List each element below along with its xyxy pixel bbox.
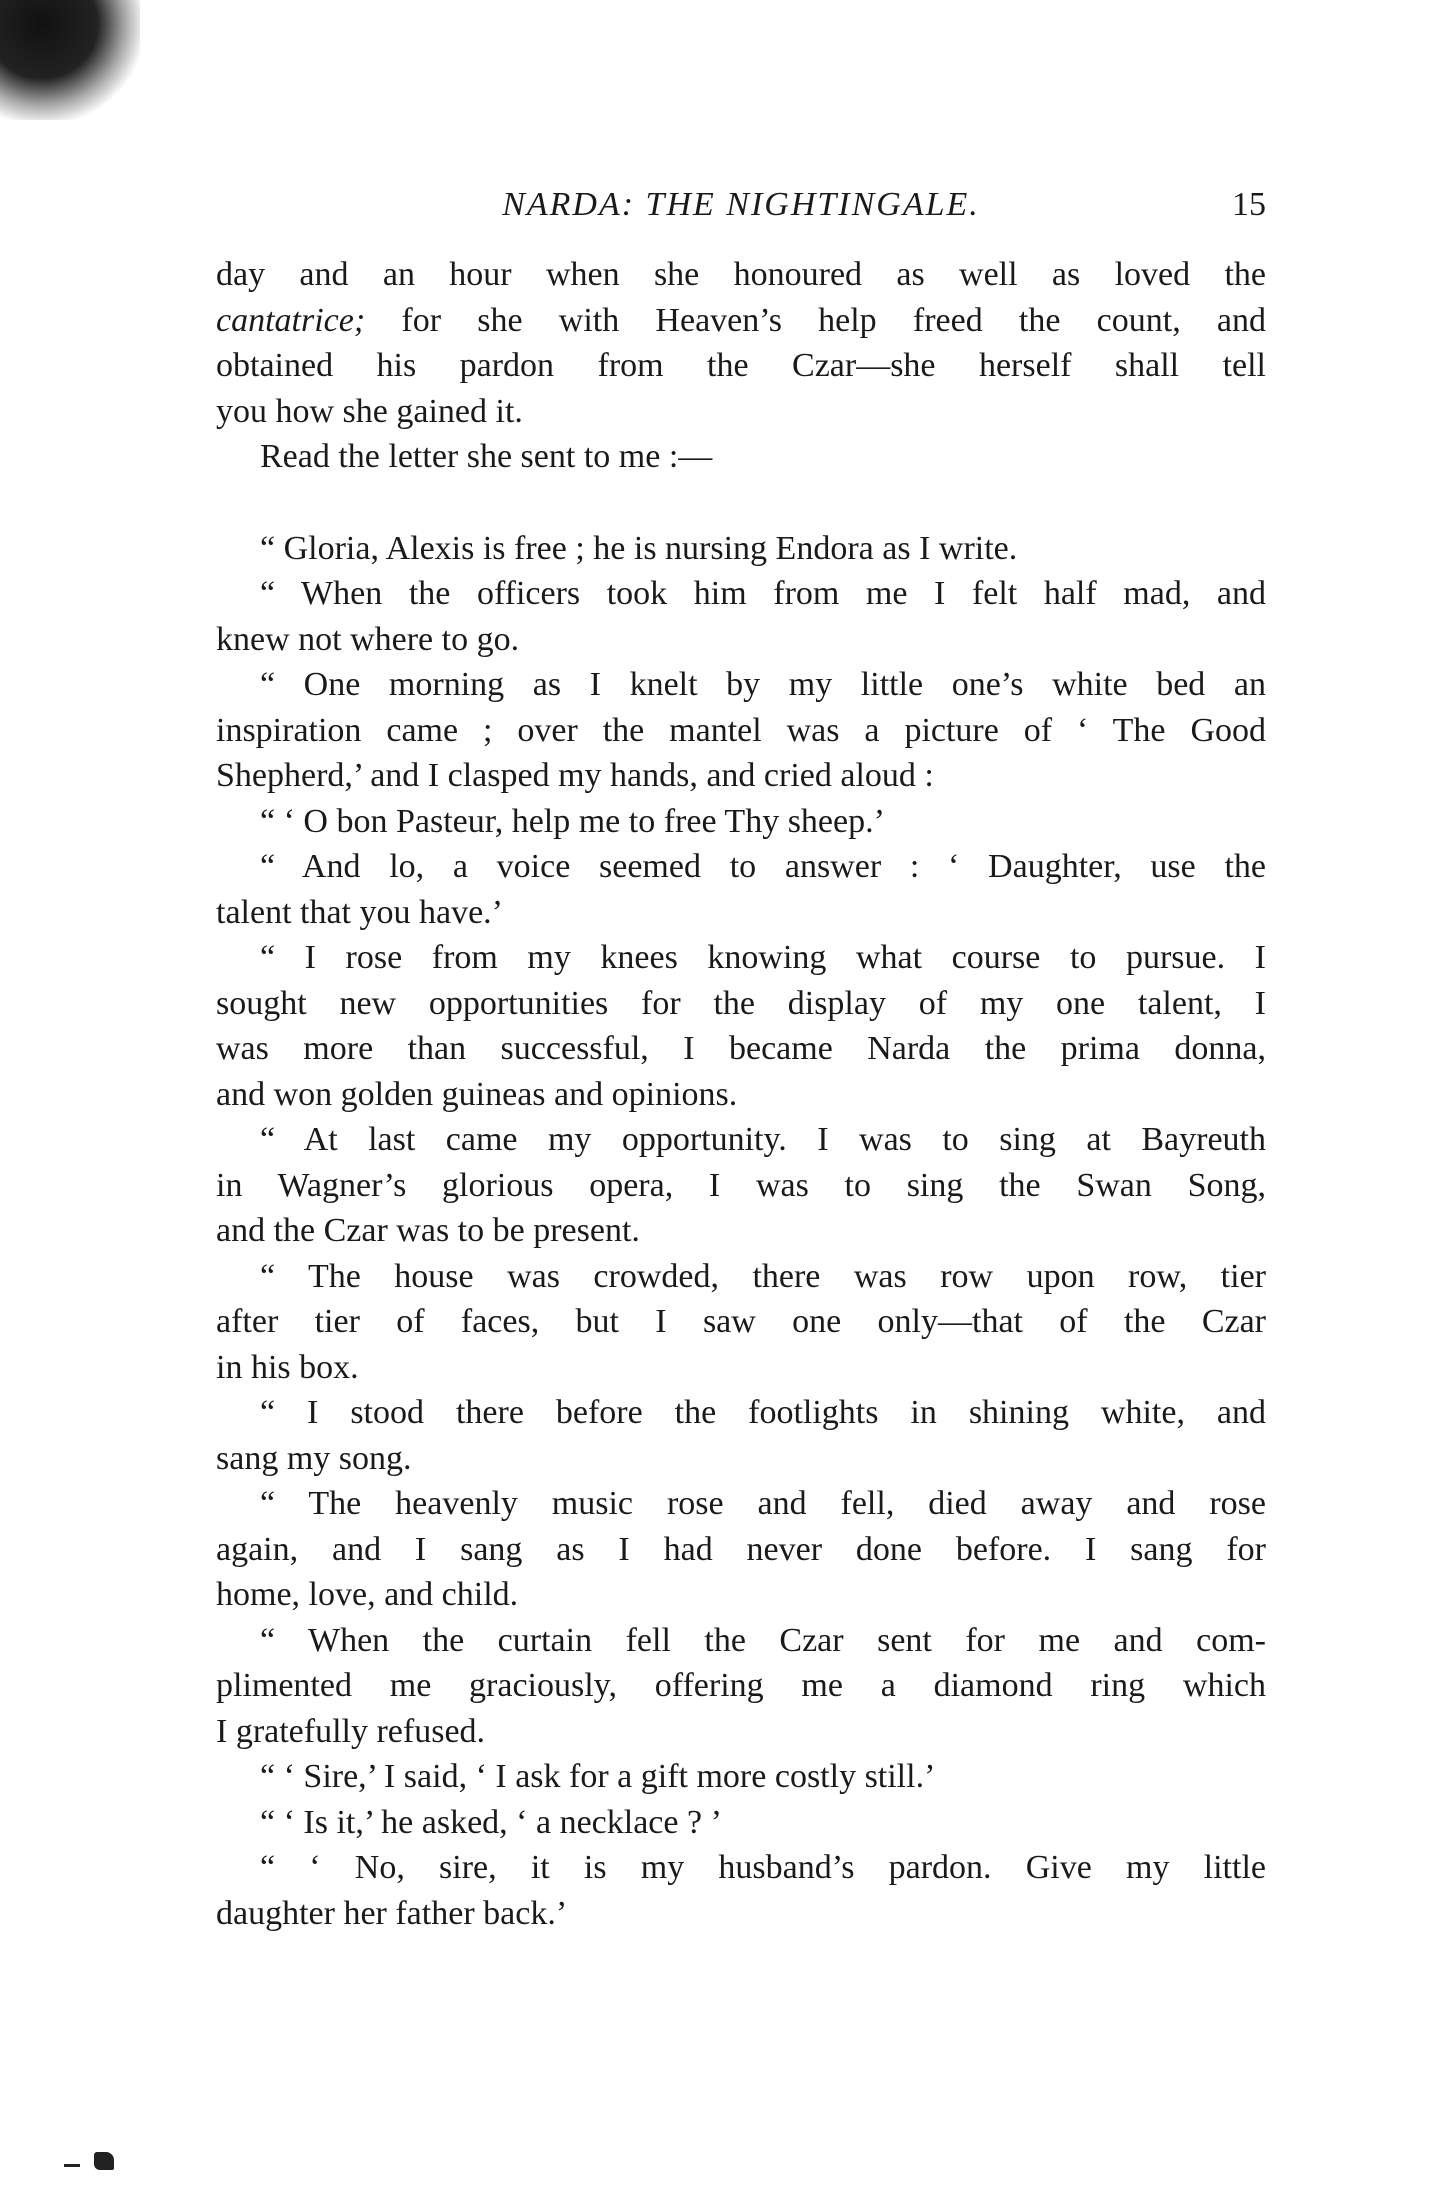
text-line xyxy=(216,1345,1266,1391)
line-text: home, love, and child. xyxy=(216,1576,519,1613)
line-text: “ And lo, a voice seemed to answer : ‘ Daughter, use the xyxy=(260,848,1266,885)
text-line xyxy=(216,571,1266,617)
bottom-ink-mark xyxy=(64,2150,114,2172)
running-title: NARDA: THE NIGHTINGALE. xyxy=(502,186,980,223)
text-line xyxy=(216,662,1266,708)
line-text: plimented me graciously, offering me a diamond ring which xyxy=(216,1667,1266,1704)
text-line xyxy=(216,617,1266,663)
line-text: “ ‘ Is it,’ he asked, ‘ a necklace ? ’ xyxy=(260,1803,722,1841)
intro-paragraphs xyxy=(216,252,1266,480)
text-line xyxy=(216,252,1266,298)
text-line xyxy=(216,1254,1266,1300)
ink-blot xyxy=(94,2152,114,2170)
line-text: and won golden guineas and opinions. xyxy=(216,1075,738,1113)
line-text: knew not where to go. xyxy=(216,620,520,658)
text-line xyxy=(216,1481,1266,1527)
page-number: 15 xyxy=(1232,186,1266,223)
line-text: obtained his pardon from the Czar—she herself shall tell xyxy=(216,347,1266,384)
line-text: “ The house was crowded, there was row upon row, tier xyxy=(260,1257,1266,1295)
text-line xyxy=(216,1663,1266,1709)
line-text: “ ‘ O bon Pasteur, help me to free Thy sheep.’ xyxy=(260,802,885,840)
text-line xyxy=(216,1527,1266,1573)
text-line xyxy=(216,1891,1266,1937)
line-text: “ At last came my opportunity. I was to sing at Bayreuth xyxy=(260,1121,1266,1158)
section-gap xyxy=(216,480,1266,526)
line-text: daughter her father back.’ xyxy=(216,1894,568,1932)
text-line xyxy=(216,1754,1266,1800)
line-text: sought new opportunities for the display of my one talent, I xyxy=(216,984,1266,1022)
line-text: for she with Heaven’s help freed the count, and xyxy=(401,301,1267,339)
letter-paragraphs xyxy=(216,526,1266,1937)
line-text: in Wagner’s glorious opera, I was to sing the Swan Song, xyxy=(216,1166,1266,1204)
text-line xyxy=(216,389,1266,435)
line-text: “ I rose from my knees knowing what course to pursue. I xyxy=(260,939,1266,976)
line-text: “ One morning as I knelt by my little one’s white bed an xyxy=(260,666,1266,703)
line-text: “ Gloria, Alexis is free ; he is nursing Endora as I write. xyxy=(260,529,1018,567)
ink-dash xyxy=(64,2164,80,2167)
line-text: “ ‘ Sire,’ I said, ‘ I ask for a gift more costly still.’ xyxy=(260,1758,936,1795)
text-line xyxy=(216,343,1266,389)
text-line xyxy=(216,981,1266,1027)
line-text: sang my song. xyxy=(216,1439,412,1477)
text-line xyxy=(216,1390,1266,1436)
text-line xyxy=(216,298,1266,344)
text-line xyxy=(216,890,1266,936)
text-line xyxy=(216,1845,1266,1891)
text-line xyxy=(216,1709,1266,1755)
line-text: Read the letter she sent to me :— xyxy=(260,438,713,475)
text-line xyxy=(216,1026,1266,1072)
page-corner-smudge xyxy=(0,0,140,120)
italic-word: cantatrice; xyxy=(216,301,366,339)
line-text: Shepherd,’ and I clasped my hands, and cried aloud : xyxy=(216,757,934,794)
text-line xyxy=(216,1436,1266,1482)
text-line xyxy=(216,935,1266,981)
text-line xyxy=(216,1208,1266,1254)
text-line xyxy=(216,753,1266,799)
line-text: “ I stood there before the footlights in shining white, and xyxy=(260,1394,1266,1431)
running-head xyxy=(216,186,1266,236)
line-text: “ ‘ No, sire, it is my husband’s pardon. Give my little xyxy=(260,1849,1266,1886)
text-line xyxy=(216,1800,1266,1846)
text-line xyxy=(216,844,1266,890)
text-line xyxy=(216,1117,1266,1163)
text-line xyxy=(216,526,1266,572)
text-line xyxy=(216,1299,1266,1345)
line-text: was more than successful, I became Narda the prima donna, xyxy=(216,1030,1266,1067)
line-text: talent that you have.’ xyxy=(216,893,504,931)
line-text: I gratefully refused. xyxy=(216,1712,486,1750)
body-text xyxy=(216,252,1266,1936)
line-text: “ When the curtain fell the Czar sent for me and com- xyxy=(260,1621,1266,1659)
text-line xyxy=(216,1572,1266,1618)
text-line xyxy=(216,1618,1266,1664)
line-text: and the Czar was to be present. xyxy=(216,1212,640,1249)
line-text: again, and I sang as I had never done before. I sang for xyxy=(216,1530,1266,1568)
text-line xyxy=(216,1163,1266,1209)
text-line xyxy=(216,799,1266,845)
line-text: in his box. xyxy=(216,1348,359,1386)
line-text: you how she gained it. xyxy=(216,392,523,430)
line-text: inspiration came ; over the mantel was a picture of ‘ The Good xyxy=(216,711,1266,749)
text-line xyxy=(216,708,1266,754)
line-text: day and an hour when she honoured as well as loved the xyxy=(216,256,1266,293)
line-text: “ The heavenly music rose and fell, died away and rose xyxy=(260,1485,1266,1522)
line-text: “ When the officers took him from me I felt half mad, and xyxy=(260,575,1266,612)
text-line xyxy=(216,434,1266,480)
text-line xyxy=(216,1072,1266,1118)
line-text: after tier of faces, but I saw one only—that of the Czar xyxy=(216,1303,1266,1340)
